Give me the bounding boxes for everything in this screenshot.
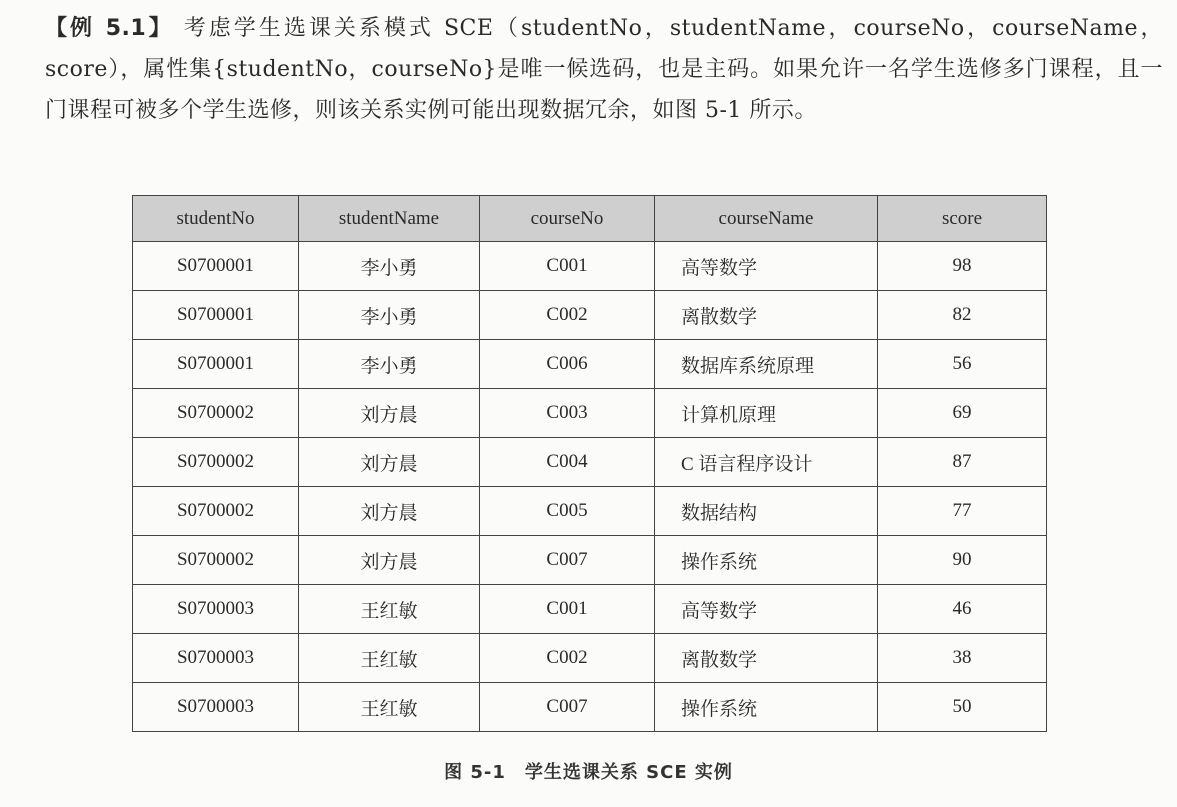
cell-score: 50 — [878, 683, 1047, 732]
table-row — [133, 242, 1047, 291]
cell-studentName: 王红敏 — [299, 683, 480, 732]
cell-courseNo: C002 — [480, 291, 655, 340]
cell-score: 77 — [878, 487, 1047, 536]
cell-score: 87 — [878, 438, 1047, 487]
cell-courseNo: C007 — [480, 683, 655, 732]
cell-studentName: 刘方晨 — [299, 487, 480, 536]
cell-score: 38 — [878, 634, 1047, 683]
header-courseNo: courseNo — [480, 196, 655, 242]
cell-studentName: 李小勇 — [299, 340, 480, 389]
cell-studentNo: S0700002 — [133, 438, 299, 487]
cell-score: 69 — [878, 389, 1047, 438]
cell-studentNo: S0700002 — [133, 536, 299, 585]
cell-courseName: 计算机原理 — [655, 389, 878, 438]
cell-courseName: 高等数学 — [655, 242, 878, 291]
table-row — [133, 536, 1047, 585]
example-text: 考虑学生选课关系模式 SCE（studentNo，studentName，courseNo，courseName，score），属性集{studentNo，courseNo}是唯一候选码，也是主码。如果允许一名学生选修多门课程，且一门课程可被多个学生选修，则该关系实例可能出现数据冗余，如图 5-1 所示。 — [45, 16, 1163, 123]
cell-score: 98 — [878, 242, 1047, 291]
header-courseName: courseName — [655, 196, 878, 242]
cell-studentNo: S0700001 — [133, 340, 299, 389]
table-row — [133, 340, 1047, 389]
cell-studentName: 刘方晨 — [299, 389, 480, 438]
cell-courseName: 操作系统 — [655, 536, 878, 585]
cell-courseName: 高等数学 — [655, 585, 878, 634]
header-score: score — [878, 196, 1047, 242]
cell-studentNo: S0700002 — [133, 487, 299, 536]
cell-studentNo: S0700001 — [133, 242, 299, 291]
figure-caption: 图 5-1 学生选课关系 SCE 实例 — [444, 762, 733, 783]
cell-courseName: 离散数学 — [655, 634, 878, 683]
cell-studentName: 王红敏 — [299, 585, 480, 634]
cell-courseNo: C002 — [480, 634, 655, 683]
cell-studentName: 李小勇 — [299, 242, 480, 291]
cell-courseName: 数据结构 — [655, 487, 878, 536]
cell-score: 90 — [878, 536, 1047, 585]
cell-courseNo: C003 — [480, 389, 655, 438]
table-row — [133, 389, 1047, 438]
cell-courseNo: C005 — [480, 487, 655, 536]
header-studentNo: studentNo — [133, 196, 299, 242]
cell-courseName: 操作系统 — [655, 683, 878, 732]
example-paragraph — [45, 8, 1163, 131]
table-header-row — [133, 196, 1047, 242]
cell-studentName: 刘方晨 — [299, 536, 480, 585]
table-row — [133, 291, 1047, 340]
cell-studentNo: S0700003 — [133, 683, 299, 732]
cell-studentNo: S0700002 — [133, 389, 299, 438]
cell-courseNo: C001 — [480, 242, 655, 291]
cell-studentNo: S0700003 — [133, 634, 299, 683]
cell-score: 46 — [878, 585, 1047, 634]
header-studentName: studentName — [299, 196, 480, 242]
cell-studentName: 李小勇 — [299, 291, 480, 340]
cell-studentNo: S0700001 — [133, 291, 299, 340]
cell-courseName: C 语言程序设计 — [655, 438, 878, 487]
table-row — [133, 683, 1047, 732]
cell-courseNo: C004 — [480, 438, 655, 487]
example-label: 【例 5.1】 — [45, 16, 174, 41]
cell-score: 56 — [878, 340, 1047, 389]
cell-courseName: 数据库系统原理 — [655, 340, 878, 389]
cell-courseName: 离散数学 — [655, 291, 878, 340]
cell-courseNo: C006 — [480, 340, 655, 389]
cell-studentNo: S0700003 — [133, 585, 299, 634]
cell-studentName: 刘方晨 — [299, 438, 480, 487]
cell-courseNo: C007 — [480, 536, 655, 585]
cell-courseNo: C001 — [480, 585, 655, 634]
table-row — [133, 634, 1047, 683]
cell-score: 82 — [878, 291, 1047, 340]
cell-studentName: 王红敏 — [299, 634, 480, 683]
sce-table — [132, 195, 1047, 732]
table-row — [133, 487, 1047, 536]
table-row — [133, 585, 1047, 634]
table-row — [133, 438, 1047, 487]
